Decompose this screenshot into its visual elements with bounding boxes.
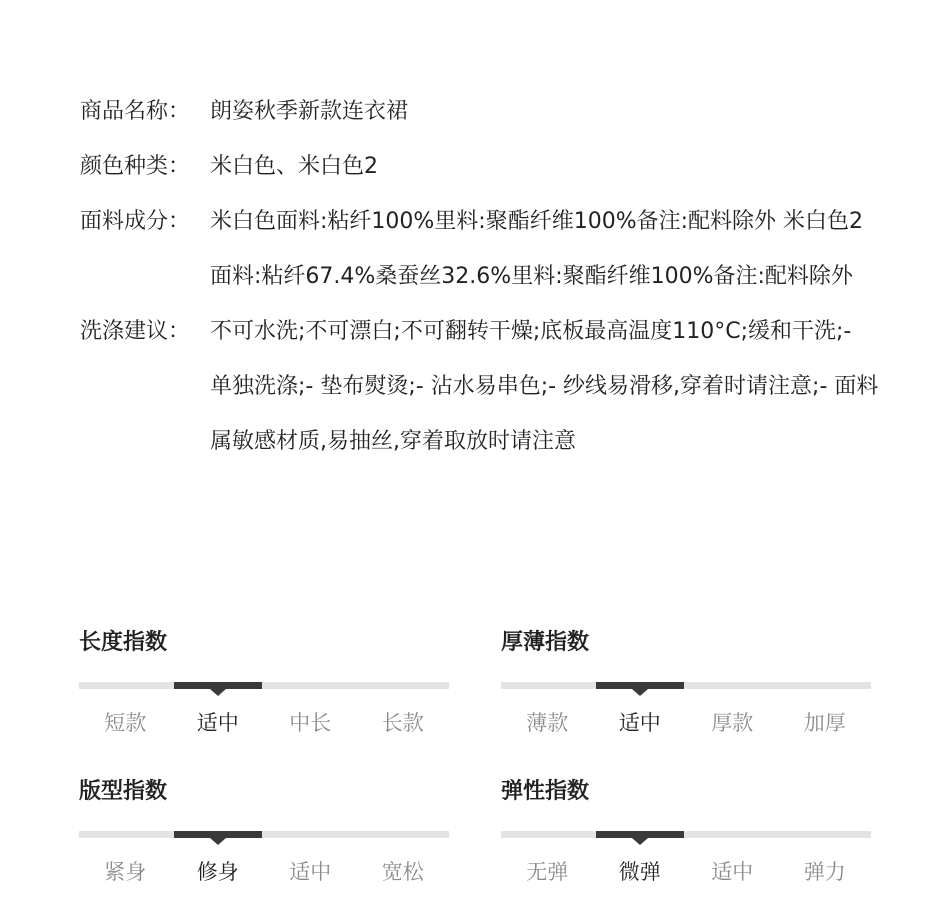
metric-indicator [596, 682, 684, 689]
metric-option: 中长 [289, 711, 332, 735]
metric-indicator-notch [632, 689, 648, 696]
info-label: 洗涤建议： [80, 319, 191, 344]
metric-track [79, 682, 449, 689]
metric-options [79, 707, 449, 737]
metric-option: 适中 [711, 860, 754, 884]
info-label: 商品名称： [80, 99, 191, 124]
metric-indicator-notch [210, 838, 226, 845]
info-label: 面料成分： [80, 209, 191, 234]
metric-title: 长度指数 [79, 630, 168, 655]
metric-indicator-notch [632, 838, 648, 845]
metric-options [79, 856, 449, 886]
metric-track [501, 831, 871, 838]
metric-options [501, 707, 871, 737]
metric-options [501, 856, 871, 886]
info-row-name [80, 84, 880, 139]
info-row-colors [80, 139, 880, 194]
metric-indicator-notch [210, 689, 226, 696]
product-info [80, 84, 880, 469]
metric-option: 长款 [381, 711, 424, 735]
metric-indicator [174, 682, 262, 689]
metric-option: 无弹 [526, 860, 569, 884]
metric-option: 弹力 [803, 860, 846, 884]
metric-option: 修身 [196, 860, 239, 884]
info-value: 不可水洗;不可漂白;不可翻转干燥;底板最高温度110°C;缓和干洗;- 单独洗涤;- 垫布熨烫;- 沾水易串色;- 纱线易滑移,穿着时请注意;- 面料属敏感材质,易抽丝,穿着取放时请注意 [210, 319, 879, 454]
metric-indicator [174, 831, 262, 838]
metric-option: 厚款 [711, 711, 754, 735]
info-row-care [80, 304, 880, 469]
metric-thickness [501, 628, 871, 737]
metric-title: 版型指数 [79, 779, 168, 804]
metric-option: 适中 [196, 711, 239, 735]
info-value: 朗姿秋季新款连衣裙 [210, 99, 409, 124]
metric-elasticity [501, 777, 871, 886]
metric-title: 厚薄指数 [501, 630, 590, 655]
metric-option: 宽松 [381, 860, 424, 884]
info-value: 米白色面料:粘纤100%里料:聚酯纤维100%备注:配料除外 米白色2面料:粘纤67.4%桑蚕丝32.6%里料:聚酯纤维100%备注:配料除外 [210, 209, 864, 289]
info-label: 颜色种类： [80, 154, 191, 179]
metric-option: 微弹 [618, 860, 661, 884]
info-value: 米白色、米白色2 [210, 154, 378, 179]
metric-option: 短款 [104, 711, 147, 735]
metric-title: 弹性指数 [501, 779, 590, 804]
metric-option: 薄款 [526, 711, 569, 735]
info-row-fabric [80, 194, 880, 304]
metric-indicator [596, 831, 684, 838]
metric-option: 适中 [618, 711, 661, 735]
metric-option: 紧身 [104, 860, 147, 884]
metric-option: 加厚 [803, 711, 846, 735]
metric-option: 适中 [289, 860, 332, 884]
metric-track [79, 831, 449, 838]
metric-track [501, 682, 871, 689]
metric-length [79, 628, 449, 737]
metric-fit [79, 777, 449, 886]
